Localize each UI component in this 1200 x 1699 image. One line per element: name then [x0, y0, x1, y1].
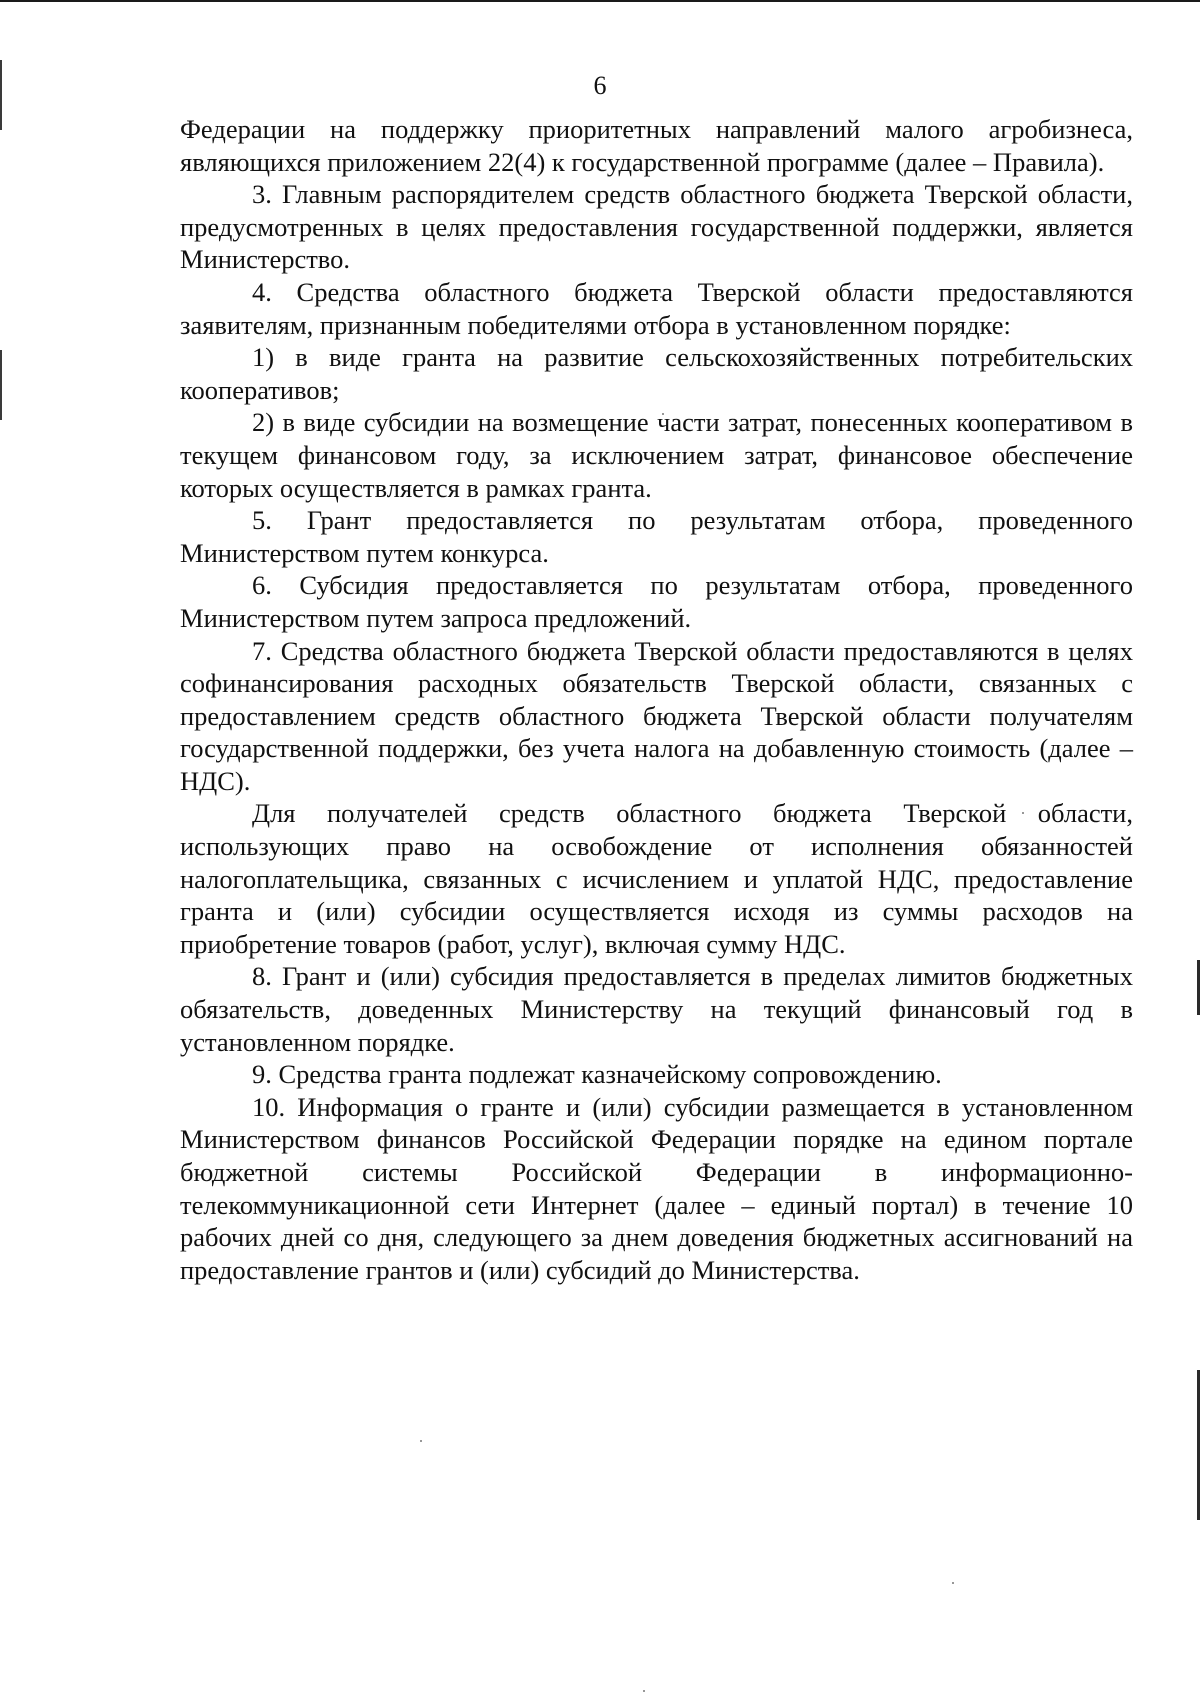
scan-speck [420, 1440, 422, 1442]
document-body [180, 113, 1133, 1286]
paragraph: 9. Средства гранта подлежат казначейскому сопровождению. [252, 1059, 942, 1090]
paragraph: 6. Субсидия предоставляется по результатам отбора, проведенного Министерством путем запроса предложений. [180, 570, 1133, 633]
scan-speck [952, 1582, 954, 1584]
paragraph: 7. Средства областного бюджета Тверской области предоставляются в целях софинансирования расходных обязательств Тверской области, связанных с предоставлением средств областного бюджета Тверской области получателям государственной поддержки, без учета налога на добавленную стоимость (далее – НДС). [180, 635, 1133, 796]
page-number: 6 [593, 71, 607, 100]
scan-edge-left [0, 350, 2, 420]
paragraph: 1) в виде гранта на развитие сельскохозяйственных потребительских кооперативов; [180, 342, 1133, 405]
paragraph: 8. Грант и (или) субсидия предоставляется в пределах лимитов бюджетных обязательств, доведенных Министерству на текущий финансовый год в установленном порядке. [180, 961, 1133, 1057]
scan-edge-top [0, 0, 1200, 2]
paragraph: 4. Средства областного бюджета Тверской области предоставляются заявителям, признанным победителями отбора в установленном порядке: [180, 276, 1133, 340]
paragraph: Для получателей средств областного бюджета Тверской области, использующих право на освобождение от исполнения обязанностей налогоплательщика, связанных с исчислением и уплатой НДС, предоставление гранта и (или) субсидии осуществляется исходя из суммы расходов на приобретение товаров (работ, услуг), включая сумму НДС. [180, 798, 1133, 959]
paragraph: Федерации на поддержку приоритетных направлений малого агробизнеса, являющихся приложением 22(4) к государственной программе (далее – Правила). [180, 114, 1133, 177]
paragraph: 2) в виде субсидии на возмещение части затрат, понесенных кооперативом в текущем финансовом году, за исключением затрат, финансовое обеспечение которых осуществляется в рамках гранта. [180, 407, 1133, 503]
paragraph: 5. Грант предоставляется по результатам отбора, проведенного Министерством путем конкурса. [180, 505, 1133, 568]
scan-speck [643, 1690, 645, 1692]
paragraph: 3. Главным распорядителем средств областного бюджета Тверской области, предусмотренных в целях предоставления государственной поддержки, является Министерство. [180, 179, 1133, 275]
paragraph: 10. Информация о гранте и (или) субсидии размещается в установленном Министерством финансов Российской Федерации порядке на едином портале бюджетной системы Российской Федерации в информационно-телекоммуникационной сети Интернет (далее – единый портал) в течение 10 рабочих дней со дня, следующего за днем доведения бюджетных ассигнований на предоставление грантов и (или) субсидий до Министерства. [180, 1091, 1133, 1285]
